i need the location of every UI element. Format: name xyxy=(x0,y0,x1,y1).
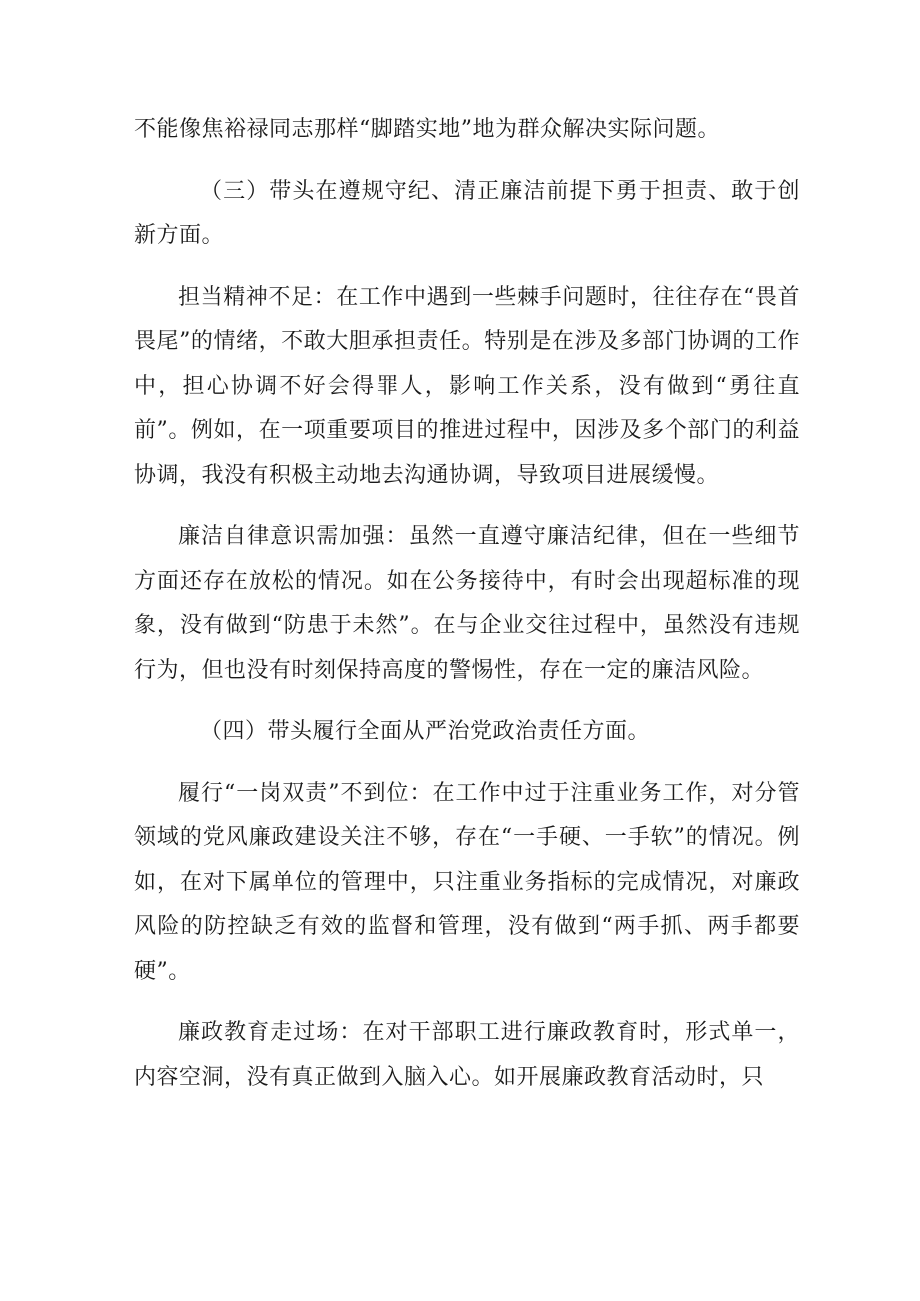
paragraph-integrity-education: 廉政教育走过场：在对干部职工进行廉政教育时，形式单一，内容空洞，没有真正做到入脑入心。如开展廉政教育活动时，只 xyxy=(134,1020,800,1090)
paragraph-integrity-self-discipline: 廉洁自律意识需加强：虽然一直遵守廉洁纪律，但在一些细节方面还存在放松的情况。如在公务接待中，有时会出现超标准的现象，没有做到“防患于未然”。在与企业交往过程中，虽然没有违规行为，但也没有时刻保持高度的警惕性，存在一定的廉洁风险。 xyxy=(134,524,800,683)
paragraph-responsibility-spirit: 担当精神不足：在工作中遇到一些棘手问题时，往往存在“畏首畏尾”的情绪，不敢大胆承担责任。特别是在涉及多部门协调的工作中，担心协调不好会得罪人，影响工作关系，没有做到“勇往直前”。例如，在一项重要项目的推进过程中，因涉及多个部门的利益协调，我没有积极主动地去沟通协调，导致项目进展缓慢。 xyxy=(134,284,800,488)
section-heading-four: （四）带头履行全面从严治党政治责任方面。 xyxy=(200,719,651,744)
paragraph-continuation: 不能像焦裕禄同志那样“脚踏实地”地为群众解决实际问题。 xyxy=(134,117,720,142)
paragraph-dual-responsibility: 履行“一岗双责”不到位：在工作中过于注重业务工作，对分管领域的党风廉政建设关注不够，存在“一手硬、一手软”的情况。例如，在对下属单位的管理中，只注重业务指标的完成情况，对廉政风险的防控缺乏有效的监督和管理，没有做到“两手抓、两手都要硬”。 xyxy=(134,780,800,984)
document-body xyxy=(134,108,800,1100)
section-heading-three: （三）带头在遵规守纪、清正廉洁前提下勇于担责、敢于创新方面。 xyxy=(134,178,800,248)
